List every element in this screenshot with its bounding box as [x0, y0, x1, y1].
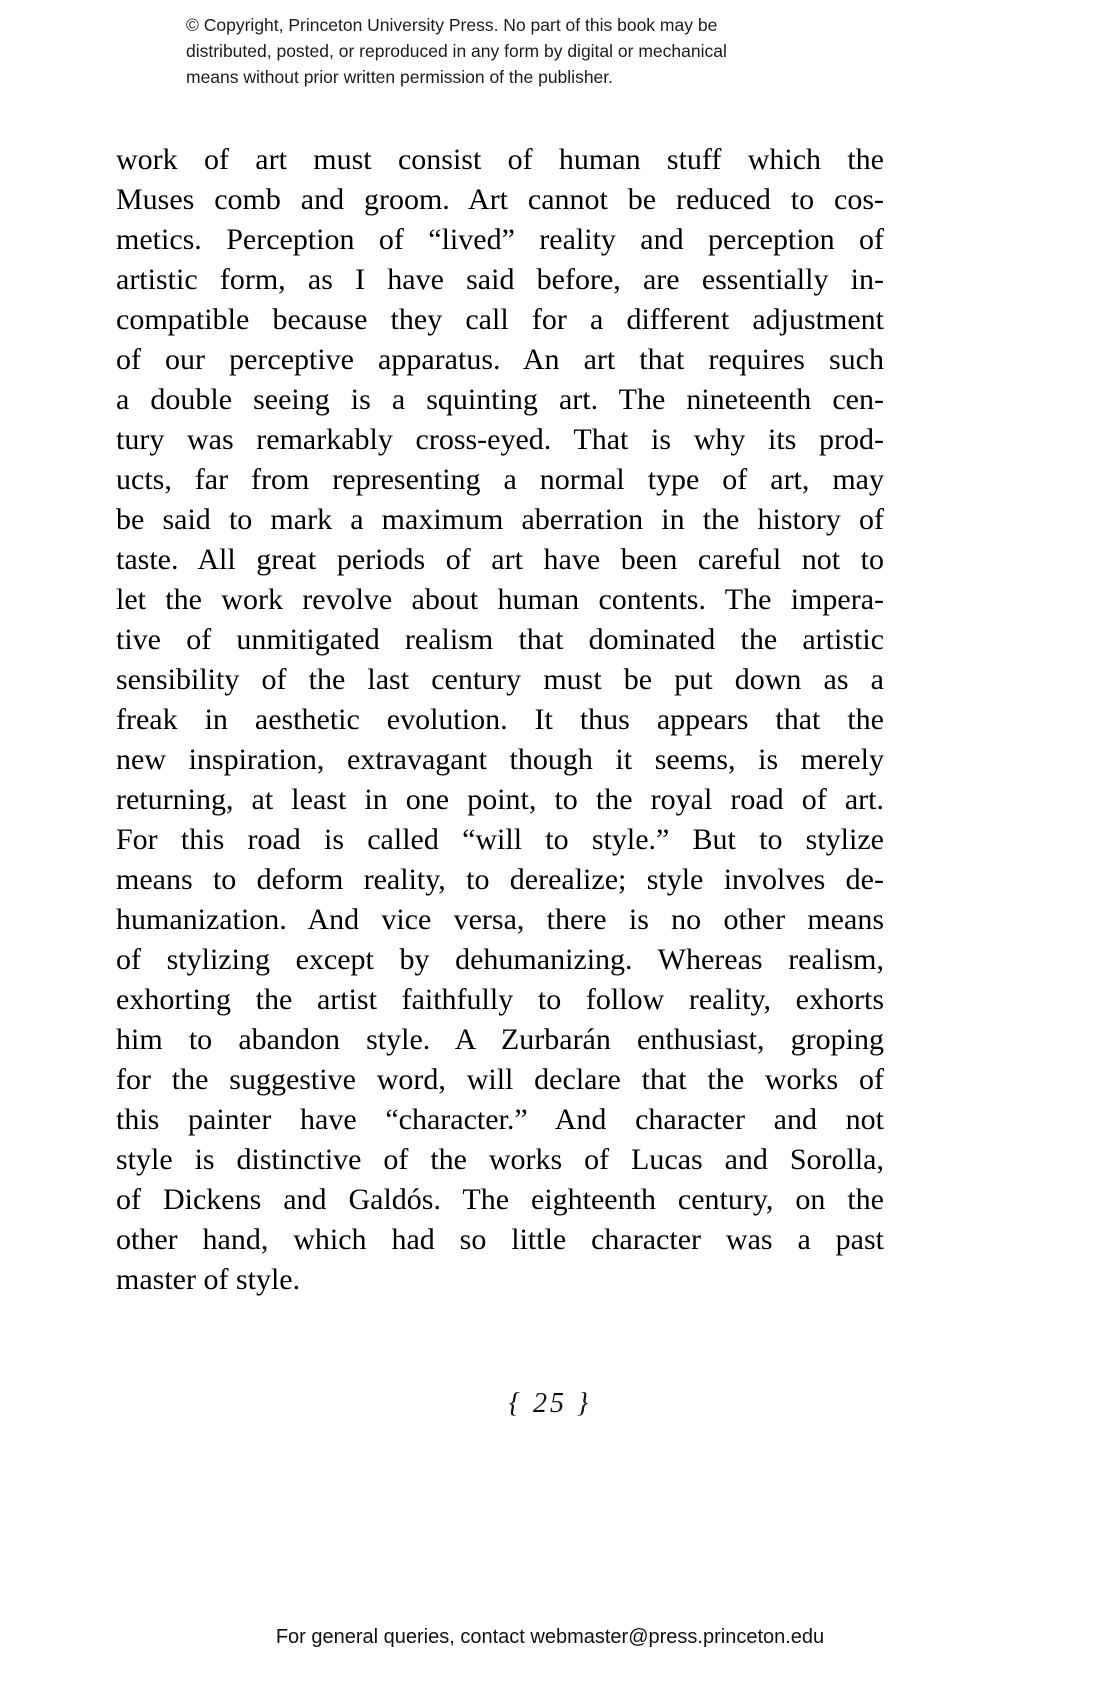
body-line: be said to mark a maximum aberration in the history of: [116, 503, 884, 536]
body-line: for the suggestive word, will declare that the works of: [116, 1063, 884, 1096]
copyright-notice: [186, 12, 866, 90]
body-line: a double seeing is a squinting art. The nineteenth cen-: [116, 383, 884, 416]
body-line: of our perceptive apparatus. An art that requires such: [116, 343, 884, 376]
body-line: this painter have “character.” And character and not: [116, 1103, 884, 1136]
body-line: For this road is called “will to style.” But to stylize: [116, 823, 884, 856]
copyright-line: distributed, posted, or reproduced in any form by digital or mechanical: [186, 41, 727, 61]
body-line: metics. Perception of “lived” reality and perception of: [116, 223, 884, 256]
body-line: compatible because they call for a different adjustment: [116, 303, 884, 336]
body-line: other hand, which had so little character was a past: [116, 1223, 884, 1256]
body-line: let the work revolve about human contents. The impera-: [116, 583, 884, 616]
body-line: humanization. And vice versa, there is no other means: [116, 903, 884, 936]
body-line: style is distinctive of the works of Lucas and Sorolla,: [116, 1143, 884, 1176]
body-line: returning, at least in one point, to the royal road of art.: [116, 783, 884, 816]
body-line: tive of unmitigated realism that dominated the artistic: [116, 623, 884, 656]
body-line: tury was remarkably cross-eyed. That is why its prod-: [116, 423, 884, 456]
body-line: new inspiration, extravagant though it seems, is merely: [116, 743, 884, 776]
footer-contact: For general queries, contact webmaster@press.princeton.edu: [275, 1626, 825, 1648]
body-line: artistic form, as I have said before, are essentially in-: [116, 263, 884, 296]
body-line: master of style.: [116, 1263, 301, 1296]
body-line: freak in aesthetic evolution. It thus appears that the: [116, 703, 884, 736]
body-line: him to abandon style. A Zurbarán enthusiast, groping: [116, 1023, 884, 1056]
body-text: [116, 140, 884, 1300]
body-line: exhorting the artist faithfully to follow reality, exhorts: [116, 983, 884, 1016]
body-line: taste. All great periods of art have been careful not to: [116, 543, 884, 576]
body-line: work of art must consist of human stuff which the: [116, 143, 884, 176]
body-line: ucts, far from representing a normal type of art, may: [116, 463, 884, 496]
copyright-line: means without prior written permission of the publisher.: [186, 67, 614, 87]
body-line: of stylizing except by dehumanizing. Whereas realism,: [116, 943, 884, 976]
body-line: means to deform reality, to derealize; style involves de-: [116, 863, 884, 896]
body-line: of Dickens and Galdós. The eighteenth century, on the: [116, 1183, 884, 1216]
body-line: Muses comb and groom. Art cannot be reduced to cos-: [116, 183, 884, 216]
body-line: sensibility of the last century must be put down as a: [116, 663, 884, 696]
page-number: { 25 }: [508, 1388, 592, 1419]
copyright-line: © Copyright, Princeton University Press. No part of this book may be: [186, 15, 718, 35]
